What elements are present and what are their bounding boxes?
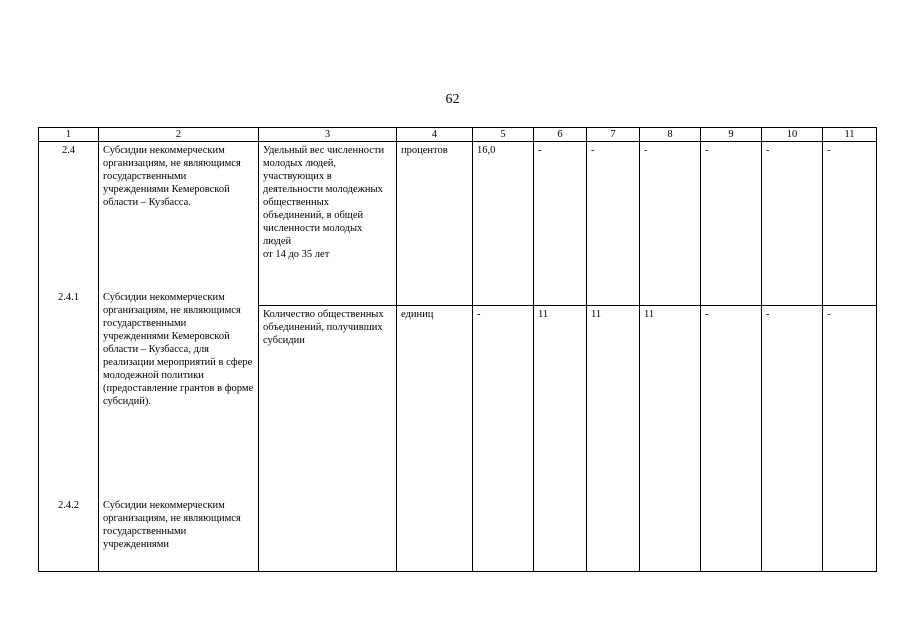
column-number-row (39, 128, 877, 142)
indicator-value: 11 (640, 306, 701, 572)
code-2-4: 2.4 (61, 145, 76, 156)
indicator-name-text: Удельный вес численности молодых людей, участвующих в деятельности молодежных общественных объединений, в общей численности молодых людей (263, 145, 385, 247)
column-number: 10 (762, 128, 823, 142)
subsidy-name-2-4: Субсидии некоммерческим организациям, не являющимся государственными учреждениями Кемеровской области – Кузбасса. (103, 145, 241, 208)
column-number: 6 (534, 128, 587, 142)
indicator-value: - (473, 306, 534, 572)
code-2-4-1: 2.4.1 (58, 292, 79, 303)
indicator-unit: процентов (397, 142, 473, 306)
column-number: 2 (99, 128, 259, 142)
code-cell (39, 142, 99, 572)
column-number: 5 (473, 128, 534, 142)
indicator-value: - (640, 142, 701, 306)
subsidy-name-2-4-1: Субсидии некоммерческим организациям, не являющимся государственными учреждениями Кемеровской области – Кузбасса, для реализации мероприятий в сфере молодежной политики (предоставление грантов в форме субсидий). (103, 292, 254, 407)
indicator-name (259, 142, 397, 306)
indicator-value: - (823, 142, 877, 306)
indicator-value: - (762, 306, 823, 572)
indicator-value: 16,0 (473, 142, 534, 306)
column-number: 3 (259, 128, 397, 142)
code-2-4-2: 2.4.2 (58, 500, 79, 511)
indicator-value: - (823, 306, 877, 572)
indicator-value: 11 (534, 306, 587, 572)
page-number: 62 (445, 92, 460, 107)
indicator-name: Количество общественных объединений, получивших субсидии (259, 306, 397, 572)
column-number: 7 (587, 128, 640, 142)
indicator-value: - (701, 306, 762, 572)
indicator-row-1 (39, 142, 877, 306)
indicator-value: - (701, 142, 762, 306)
indicator-value: 11 (587, 306, 640, 572)
indicator-value: - (534, 142, 587, 306)
column-number: 11 (823, 128, 877, 142)
column-number: 1 (39, 128, 99, 142)
program-table (38, 127, 877, 572)
name-cell (99, 142, 259, 572)
indicator-unit: единиц (397, 306, 473, 572)
indicator-value: - (587, 142, 640, 306)
subsidy-name-2-4-2: Субсидии некоммерческим организациям, не являющимся государственными учреждениями (103, 500, 241, 550)
column-number: 9 (701, 128, 762, 142)
indicator-value: - (762, 142, 823, 306)
column-number: 4 (397, 128, 473, 142)
indicator-name-age: от 14 до 35 лет (263, 249, 330, 260)
column-number: 8 (640, 128, 701, 142)
